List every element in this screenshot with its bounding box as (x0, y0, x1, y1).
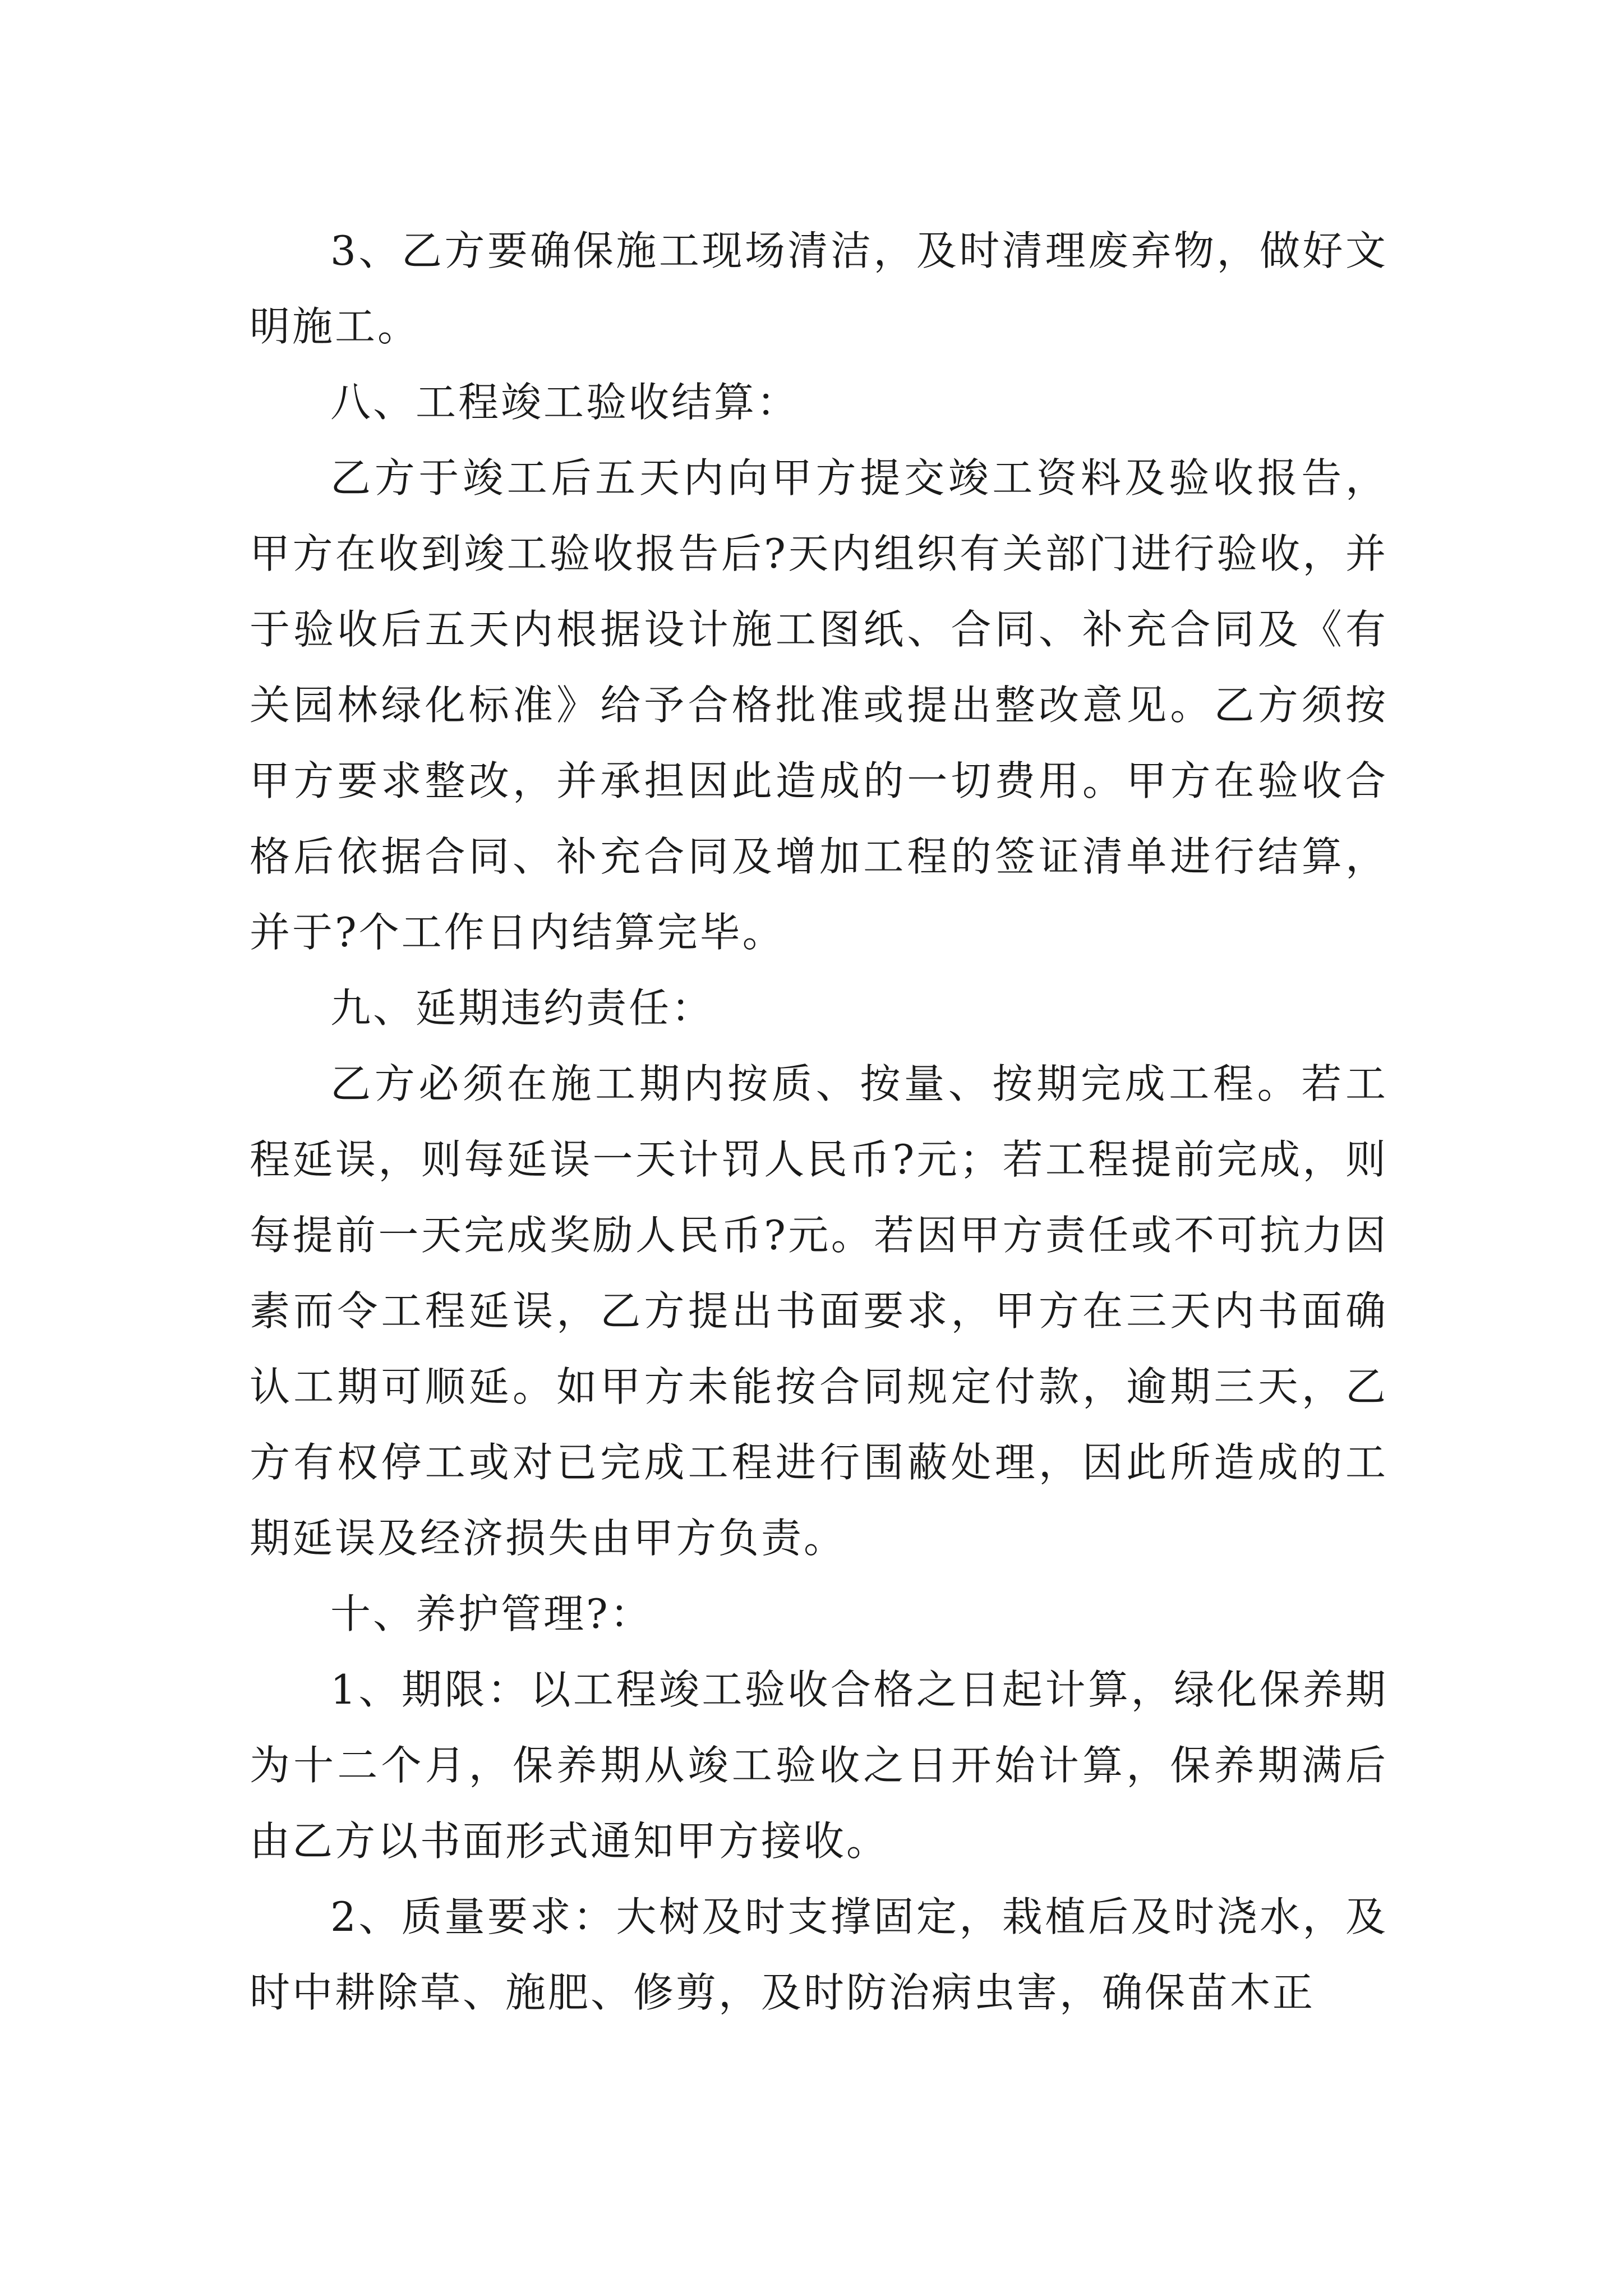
paragraph-quality-requirements: 2、质量要求：大树及时支撑固定，栽植后及时浇水，及时中耕除草、施肥、修剪，及时防治病虫害，确保苗木正 (250, 1893, 1388, 2016)
section-heading-delay-liability: 九、延期违约责任： (330, 984, 714, 1032)
paragraph-maintenance-period: 1、期限：以工程竣工验收合格之日起计算，绿化保养期为十二个月，保养期从竣工验收之日开始计算，保养期满后由乙方以书面形式通知甲方接收。 (250, 1666, 1388, 1865)
document-body (250, 213, 1388, 2031)
paragraph-delay-penalty: 乙方必须在施工期内按质、按量、按期完成工程。若工程延误，则每延误一天计罚人民币?元；若工程提前完成，则每提前一天完成奖励人民币?元。若因甲方责任或不可抗力因素而令工程延误，乙方提出书面要求，甲方在三天内书面确认工期可顺延。如甲方未能按合同规定付款，逾期三天，乙方有权停工或对已完成工程进行围蔽处理，因此所造成的工期延误及经济损失由甲方负责。 (250, 1060, 1388, 1562)
paragraph-site-cleanliness: 3、乙方要确保施工现场清洁，及时清理废弃物，做好文明施工。 (250, 227, 1388, 350)
section-heading-completion-acceptance: 八、工程竣工验收结算： (330, 379, 800, 426)
paragraph-acceptance-settlement: 乙方于竣工后五天内向甲方提交竣工资料及验收报告，甲方在收到竣工验收报告后?天内组织有关部门进行验收，并于验收后五天内根据设计施工图纸、合同、补充合同及《有关园林绿化标准》给予合格批准或提出整改意见。乙方须按甲方要求整改，并承担因此造成的一切费用。甲方在验收合格后依据合同、补充合同及增加工程的签证清单进行结算，并于?个工作日内结算完毕。 (250, 454, 1388, 956)
section-heading-maintenance: 十、养护管理?： (330, 1590, 653, 1637)
